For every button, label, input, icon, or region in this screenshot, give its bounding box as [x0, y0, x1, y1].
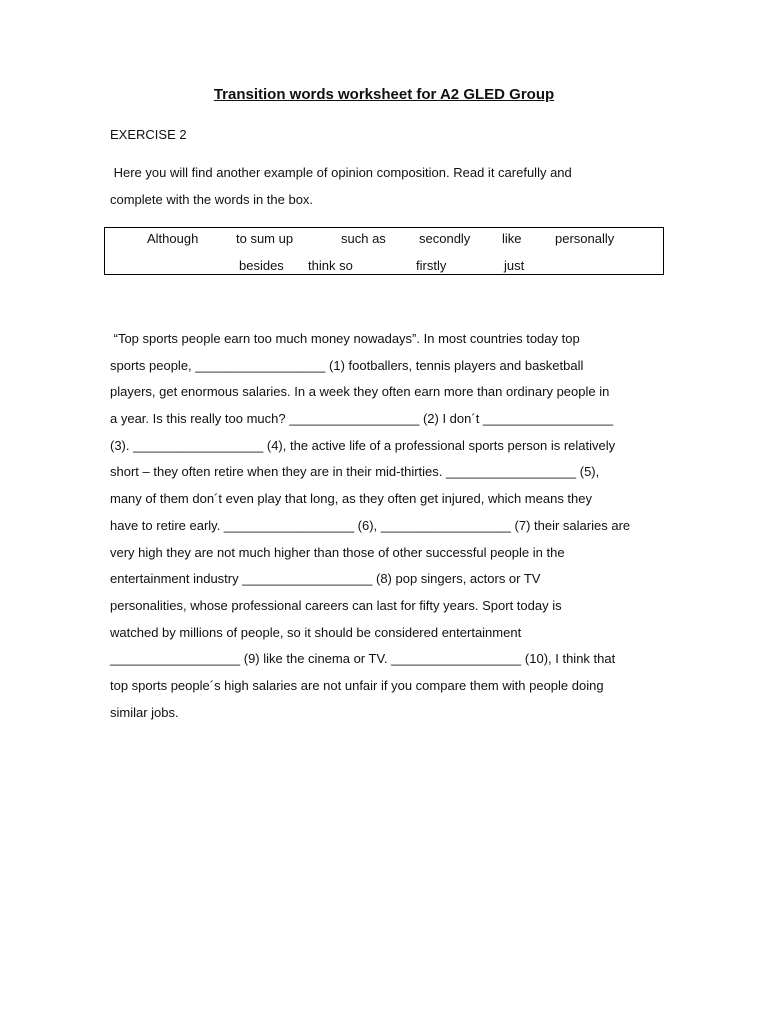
composition-line: top sports people´s high salaries are not unfair if you compare them with people doing: [110, 677, 604, 693]
composition-line: have to retire early. __________________ (6), __________________ (7) their salaries are: [110, 517, 631, 533]
composition-line: watched by millions of people, so it should be considered entertainment: [110, 624, 522, 640]
word-box-item: besides: [239, 258, 284, 273]
composition-line: similar jobs.: [110, 704, 179, 720]
page-title: Transition words worksheet for A2 GLED Group: [213, 86, 555, 103]
word-box-item: firstly: [416, 258, 447, 273]
composition-line: sports people, __________________ (1) footballers, tennis players and basketball: [110, 357, 584, 373]
composition-text: [110, 326, 670, 726]
word-box-item: like: [502, 231, 522, 246]
word-box-item: such as: [341, 231, 386, 246]
word-box-item: personally: [555, 231, 615, 246]
exercise-label: EXERCISE 2: [110, 127, 187, 142]
composition-line: personalities, whose professional careers can last for fifty years. Sport today is: [110, 597, 562, 613]
word-box: [104, 227, 664, 275]
word-box-item: think so: [308, 258, 353, 273]
composition-line: many of them don´t even play that long, as they often get injured, which means they: [110, 491, 593, 507]
word-box-item: just: [504, 258, 525, 273]
composition-line: very high they are not much higher than those of other successful people in the: [110, 544, 565, 560]
instructions: [110, 160, 630, 213]
instructions-line: Here you will find another example of opinion composition. Read it carefully and: [110, 165, 572, 180]
composition-line: (3). __________________ (4), the active life of a professional sports person is relatively: [110, 437, 616, 453]
composition-line: __________________ (9) like the cinema or TV. __________________ (10), I think that: [110, 651, 616, 667]
instructions-line: complete with the words in the box.: [110, 191, 314, 207]
word-box-item: to sum up: [236, 231, 294, 246]
word-box-item: secondly: [419, 231, 471, 246]
composition-line: short – they often retire when they are in their mid-thirties. __________________ (5),: [110, 464, 600, 480]
composition-line: “Top sports people earn too much money nowadays”. In most countries today top: [110, 331, 580, 346]
composition-line: players, get enormous salaries. In a week they often earn more than ordinary people in: [110, 384, 610, 400]
composition-line: entertainment industry __________________ (8) pop singers, actors or TV: [110, 571, 541, 587]
word-box-item: Although: [147, 231, 199, 246]
composition-line: a year. Is this really too much? __________________ (2) I don´t __________________: [110, 411, 614, 427]
